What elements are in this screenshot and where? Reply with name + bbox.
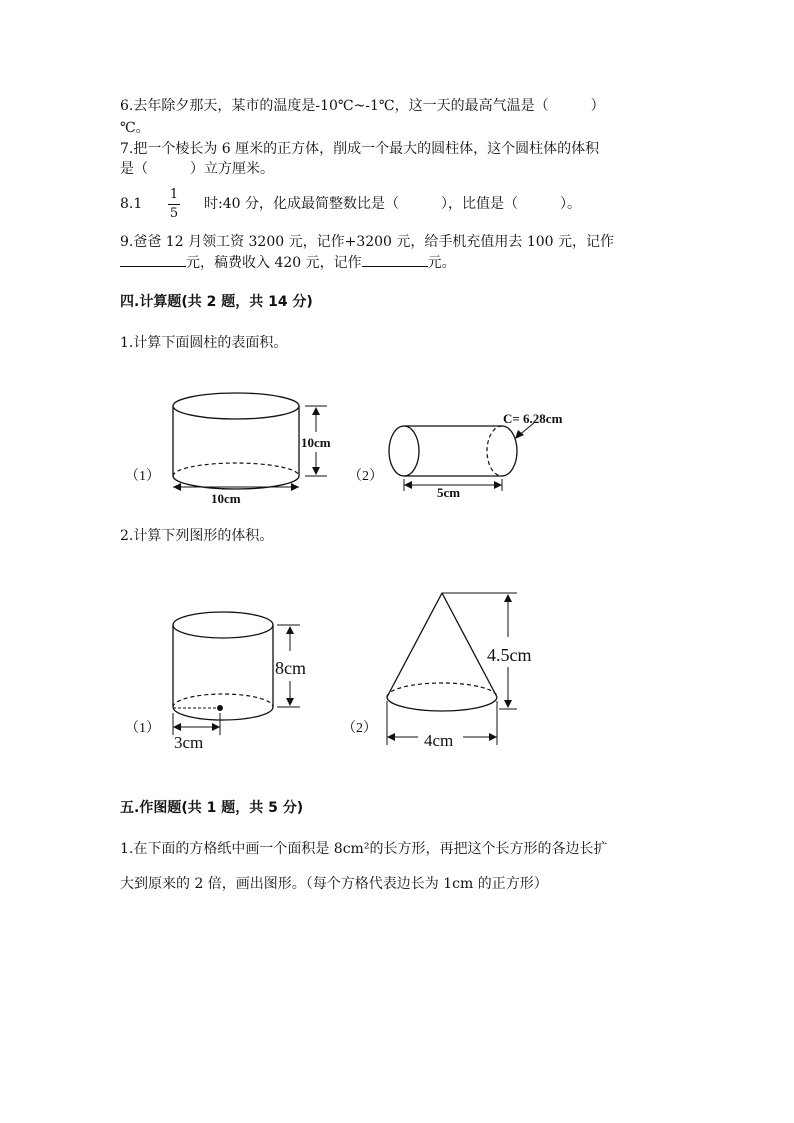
draw1-line2: 大到原来的 2 倍，画出图形。（每个方格代表边长为 1cm 的正方形） (120, 876, 548, 892)
calc2-fig1-radius: 3cm (174, 733, 204, 752)
q9-line2-a: 元，稿费收入 420 元，记作 (186, 255, 362, 271)
q7-line1: 7.把一个棱长为 6 厘米的正方体，削成一个最大的圆柱体，这个圆柱体的体积 (120, 141, 600, 157)
calc1-fig1-height: 10cm (301, 435, 331, 450)
q6-line1: 6.去年除夕那天，某市的温度是-10℃~-1℃，这一天的最高气温是（ ） (120, 98, 605, 114)
q8-suffix: 时:40 分，化成最简整数比是（ ），比值是（ ）。 (204, 196, 581, 212)
calc1-fig2-label: （2） (348, 469, 383, 484)
calc1-fig2-length: 5cm (437, 485, 461, 500)
calc2-fig2-height: 4.5cm (487, 645, 532, 665)
calc1-figures (0, 385, 794, 510)
cone-figure (387, 593, 517, 745)
q8-fraction (166, 187, 182, 222)
q9-blank-2[interactable] (362, 252, 428, 267)
q9-line2-b: 元。 (427, 255, 456, 271)
q8-fraction-numerator: 1 (169, 187, 179, 202)
calc1-fig1-diameter: 10cm (211, 491, 241, 506)
q9-blank-1[interactable] (120, 252, 186, 267)
calc2-fig1-label: （1） (125, 721, 160, 736)
fraction-bar (168, 204, 180, 205)
calc2-fig1-height: 8cm (275, 658, 306, 678)
draw1-line1: 1.在下面的方格纸中画一个面积是 8cm²的长方形，再把这个长方形的各边长扩 (120, 841, 608, 857)
q9-line2 (120, 252, 456, 274)
q9-line1: 9.爸爸 12 月领工资 3200 元，记作+3200 元，给手机充值用去 100 元，记作 (120, 234, 615, 250)
q8-fraction-denominator: 5 (169, 206, 179, 221)
calc2-fig2-diameter: 4cm (424, 731, 454, 750)
q7-line2: 是（ ）立方厘米。 (120, 161, 274, 177)
section5-title: 五.作图题(共 1 题，共 5 分) (120, 800, 304, 816)
section4-title: 四.计算题(共 2 题，共 14 分) (120, 294, 313, 310)
calc1-prompt: 1.计算下面圆柱的表面积。 (120, 335, 288, 351)
q8-prefix: 8.1 (120, 196, 143, 212)
calc2-figures (0, 585, 794, 755)
calc1-fig1-label: （1） (125, 469, 160, 484)
calc2-prompt: 2.计算下列图形的体积。 (120, 528, 274, 544)
calc1-fig2-circumference: C= 6.28cm (503, 411, 563, 426)
calc2-fig2-label: （2） (342, 721, 377, 736)
cylinder-figure-2 (389, 422, 535, 491)
q6-line2: ℃。 (120, 120, 150, 136)
